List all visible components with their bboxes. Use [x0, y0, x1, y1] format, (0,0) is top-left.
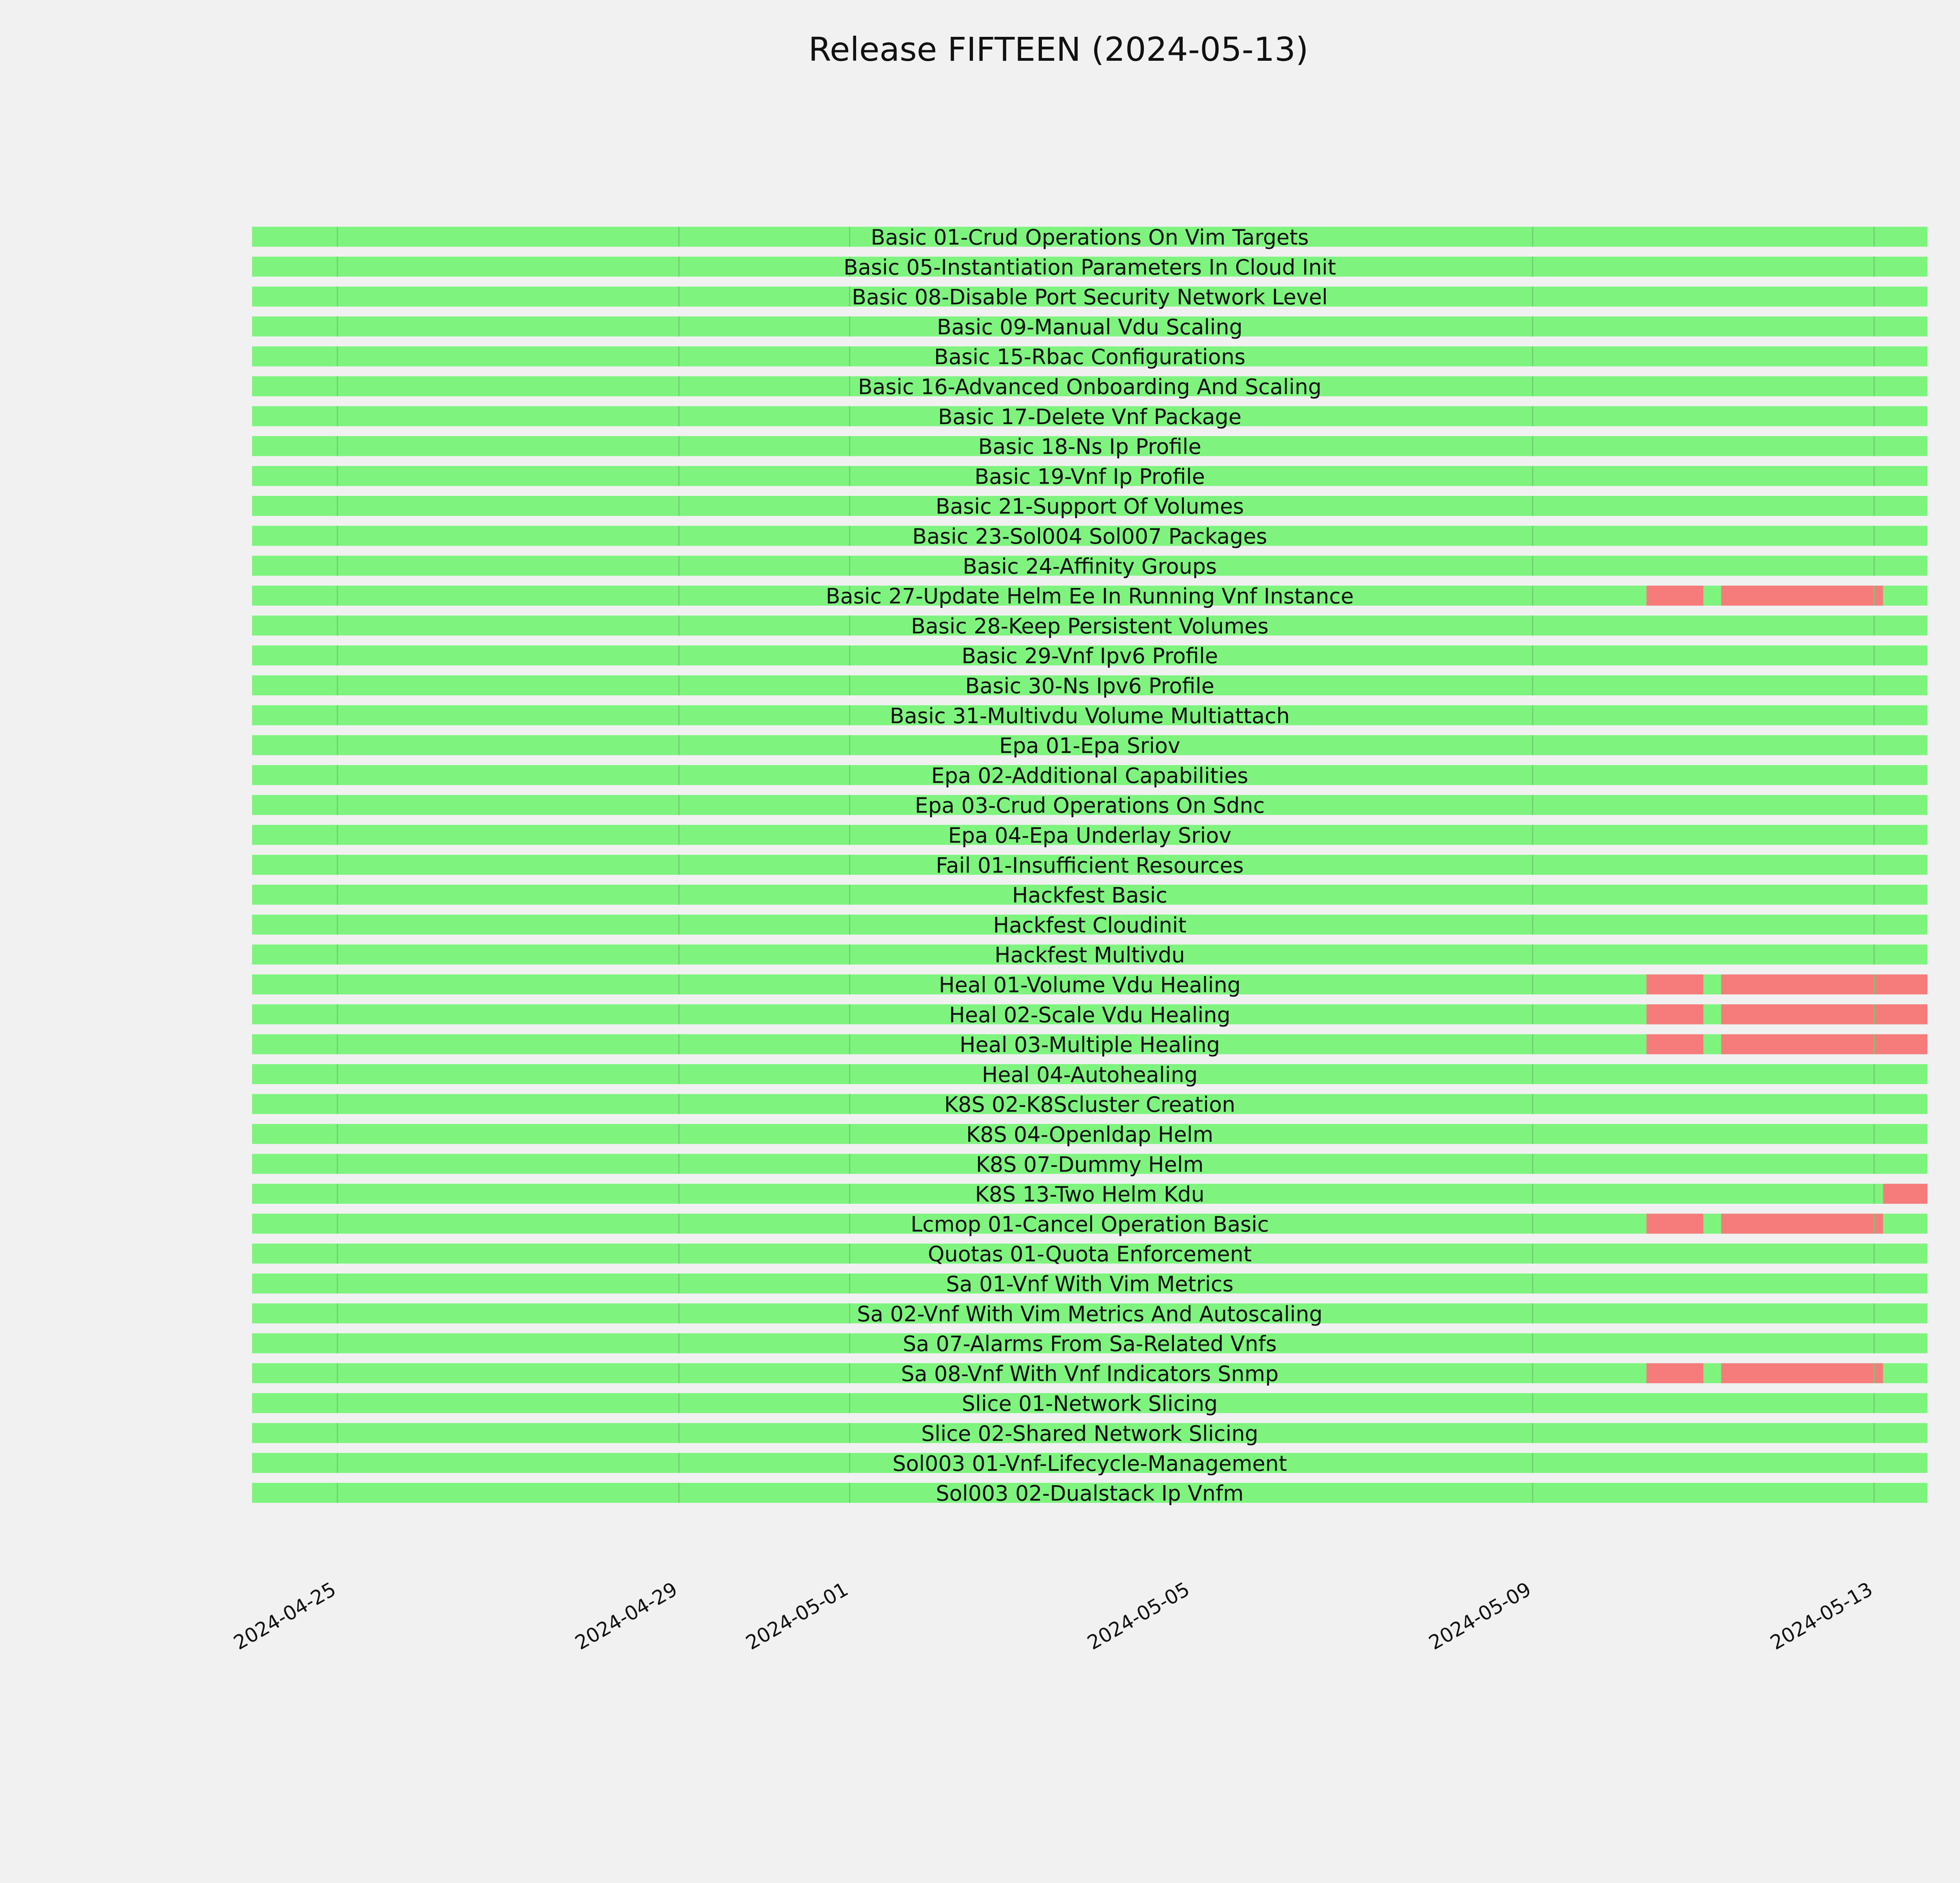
test-label: Heal 03-Multiple Healing [959, 1032, 1220, 1058]
x-tick-label: 2024-05-09 [1425, 1578, 1535, 1654]
test-label: Basic 15-Rbac Configurations [934, 345, 1246, 370]
fail-segment [1646, 1004, 1703, 1024]
fail-segment [1646, 586, 1703, 606]
x-tick-label: 2024-05-05 [1083, 1578, 1194, 1654]
test-label: Basic 24-Affinity Groups [962, 554, 1217, 579]
fail-segment [1721, 1214, 1883, 1234]
fail-segment [1721, 1004, 1927, 1024]
x-tick-label: 2024-05-13 [1766, 1578, 1877, 1654]
test-label: Epa 04-Epa Underlay Sriov [948, 823, 1232, 848]
fail-segment [1721, 974, 1927, 994]
test-label: Epa 02-Additional Capabilities [931, 763, 1249, 788]
test-label: Epa 01-Epa Sriov [999, 733, 1180, 758]
test-label: Hackfest Cloudinit [993, 912, 1187, 938]
fail-segment [1646, 1363, 1703, 1383]
test-label: Fail 01-Insufficient Resources [936, 853, 1244, 878]
fail-segment [1721, 586, 1883, 606]
fail-segment [1883, 1184, 1927, 1204]
test-label: Sol003 01-Vnf-Lifecycle-Management [892, 1451, 1287, 1476]
test-label: Heal 01-Volume Vdu Healing [938, 972, 1241, 998]
test-label: Heal 04-Autohealing [982, 1062, 1198, 1087]
fail-segment [1646, 1034, 1703, 1054]
test-label: Basic 28-Keep Persistent Volumes [911, 613, 1269, 639]
fail-segment [1721, 1363, 1883, 1383]
test-label: Basic 23-Sol004 Sol007 Packages [912, 524, 1267, 549]
test-label: Quotas 01-Quota Enforcement [927, 1242, 1252, 1267]
test-label: Slice 02-Shared Network Slicing [921, 1421, 1258, 1446]
test-label: Slice 01-Network Slicing [962, 1391, 1218, 1416]
test-label: Basic 01-Crud Operations On Vim Targets [871, 225, 1309, 250]
x-tick-label: 2024-05-01 [742, 1578, 852, 1654]
test-label: Sa 08-Vnf With Vnf Indicators Snmp [901, 1361, 1279, 1386]
test-label: Heal 02-Scale Vdu Healing [949, 1002, 1230, 1027]
test-label: Basic 17-Delete Vnf Package [938, 404, 1242, 429]
test-label: K8S 07-Dummy Helm [976, 1152, 1204, 1177]
test-label: Basic 27-Update Helm Ee In Running Vnf Instance [826, 584, 1354, 609]
test-label: Epa 03-Crud Operations On Sdnc [915, 793, 1265, 818]
chart-title: Release FIFTEEN (2024-05-13) [808, 30, 1308, 69]
test-label: Basic 18-Ns Ip Profile [978, 434, 1201, 459]
test-label: Hackfest Basic [1012, 883, 1168, 908]
test-label: Lcmop 01-Cancel Operation Basic [910, 1212, 1269, 1237]
fail-segment [1646, 974, 1703, 994]
test-label: Basic 19-Vnf Ip Profile [975, 464, 1205, 489]
x-axis-ticks [230, 1578, 1877, 1654]
test-label: Basic 08-Disable Port Security Network Level [851, 285, 1328, 310]
test-label: K8S 04-Openldap Helm [966, 1122, 1214, 1147]
test-label: Basic 29-Vnf Ipv6 Profile [961, 644, 1218, 669]
test-label: Basic 31-Multivdu Volume Multiattach [889, 703, 1290, 728]
test-label: Basic 21-Support Of Volumes [935, 494, 1244, 519]
test-label: K8S 02-K8Scluster Creation [944, 1092, 1236, 1117]
test-label: Hackfest Multivdu [995, 943, 1185, 968]
test-label: Basic 05-Instantiation Parameters In Cloud Init [843, 255, 1336, 280]
test-label: Basic 30-Ns Ipv6 Profile [965, 673, 1214, 698]
test-label: K8S 13-Two Helm Kdu [975, 1182, 1205, 1207]
test-label: Sol003 02-Dualstack Ip Vnfm [936, 1481, 1244, 1506]
fail-segment [1721, 1034, 1927, 1054]
fail-segment [1646, 1214, 1703, 1234]
x-tick-label: 2024-04-29 [571, 1578, 681, 1654]
test-label: Basic 09-Manual Vdu Scaling [937, 314, 1243, 339]
x-tick-label: 2024-04-25 [230, 1578, 340, 1654]
test-label: Sa 02-Vnf With Vim Metrics And Autoscaling [857, 1301, 1323, 1326]
test-label: Sa 07-Alarms From Sa-Related Vnfs [902, 1332, 1277, 1357]
test-label: Basic 16-Advanced Onboarding And Scaling [858, 374, 1322, 399]
test-label: Sa 01-Vnf With Vim Metrics [946, 1272, 1234, 1297]
